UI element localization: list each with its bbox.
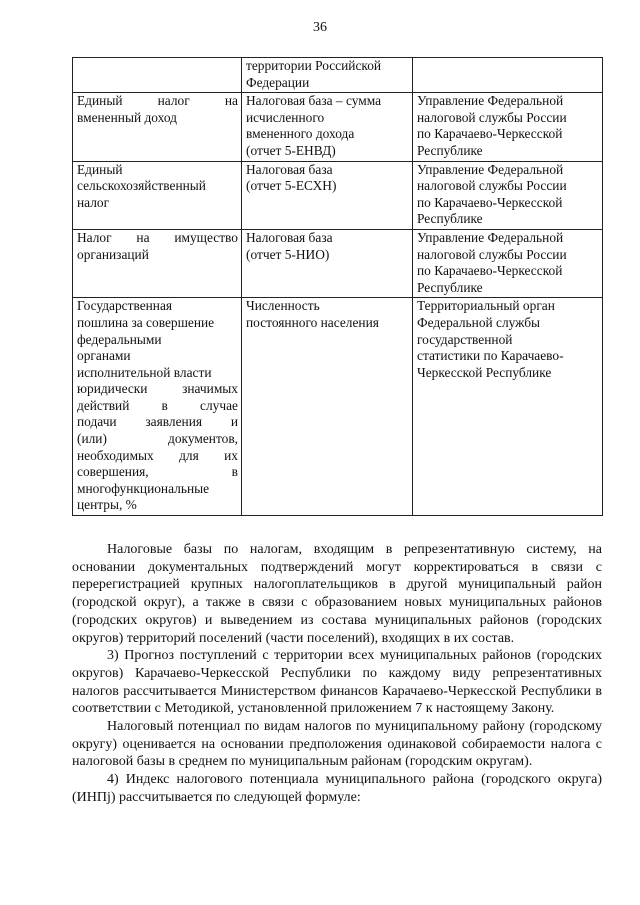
cell-text-line: сельскохозяйственный [77, 178, 206, 194]
cell-text-line: (отчет 5-ЕСХН) [246, 178, 337, 194]
cell-text-line: налоговой службы России [417, 178, 567, 194]
cell-text-line: исчисленного [246, 109, 325, 125]
cell-text-line: вмененного дохода [246, 126, 355, 142]
body-text [72, 541, 602, 807]
table-row [73, 58, 603, 93]
paragraph: Налоговый потенциал по видам налогов по муниципальному району (городскому округу) оценивается на основании предположения одинаковой собираемости налога с налоговой базы в среднем по муниципальным районам (городским округам). [72, 719, 602, 770]
cell-text-line: федеральными [77, 331, 162, 347]
tax-name-cell [73, 298, 242, 516]
tax-name-cell [73, 58, 242, 93]
cell-text-line: исполнительной власти [77, 364, 212, 380]
cell-text-line: вмененный доход [77, 109, 177, 125]
cell-text-line: статистики по Карачаево- [417, 348, 564, 364]
cell-text-line: Государственная [77, 298, 173, 314]
page-number: 36 [313, 20, 327, 35]
cell-text-line: совершения, в [77, 464, 238, 480]
cell-text-line: Единый налог на [77, 93, 238, 109]
tax-base-table [72, 57, 603, 516]
cell-text-line: Налоговая база – сумма [246, 93, 382, 109]
cell-text-line: Управление Федеральной [417, 93, 564, 109]
cell-text-line: Управление Федеральной [417, 229, 564, 245]
cell-text-line: Территориальный орган [417, 298, 555, 314]
cell-text-line: налог [77, 194, 110, 210]
cell-text-line: действий в случае [77, 397, 238, 413]
paragraph: 4) Индекс налогового потенциала муниципального района (городского округа) (ИНПj) рассчитывается по следующей формуле: [72, 772, 602, 805]
cell-text-line: Черкесской Республике [417, 364, 552, 380]
cell-text-line: организаций [77, 246, 149, 262]
cell-text-line: многофункциональные [77, 480, 210, 496]
cell-text-line: Республике [417, 211, 483, 227]
cell-text-line: территории Российской [246, 58, 382, 73]
table-row [73, 229, 603, 297]
data-source-cell [413, 298, 603, 516]
cell-text-line: (отчет 5-НИО) [246, 246, 330, 262]
cell-text-line: государственной [417, 331, 513, 347]
cell-text-line: Налоговая база [246, 229, 333, 245]
table-row [73, 161, 603, 229]
cell-text-line: юридически значимых [77, 381, 238, 397]
paragraph: Налоговые базы по налогам, входящим в репрезентативную систему, на основании документальных подтверждений могут корректироваться в связи с перерегистрацией крупных налогоплательщиков в другой муниципальный район (городской округ), а также в связи с образованием новых муниципальных районов (городских округов) и выведением из состава муниципальных районов (городских округов) территорий поселений (части поселений), входящих в их состав. [72, 542, 602, 646]
cell-text-line: Федерации [246, 74, 310, 90]
cell-text-line: налоговой службы России [417, 109, 567, 125]
data-source-cell [413, 93, 603, 161]
table-row [73, 298, 603, 516]
cell-text-line: подачи заявления и [77, 414, 238, 430]
cell-text-line: Федеральной службы [417, 314, 541, 330]
cell-text-line: по Карачаево-Черкесской [417, 126, 563, 142]
cell-text-line: пошлина за совершение [77, 314, 215, 330]
cell-text-line: необходимых для их [77, 447, 238, 463]
cell-text-line: по Карачаево-Черкесской [417, 263, 563, 279]
data-source-cell [413, 229, 603, 297]
cell-text-line: налоговой службы России [417, 246, 567, 262]
cell-text-line: Республике [417, 142, 483, 158]
tax-name-cell [73, 229, 242, 297]
cell-text-line: Налоговая база [246, 161, 333, 177]
tax-name-cell [73, 93, 242, 161]
cell-text-line: Управление Федеральной [417, 161, 564, 177]
cell-text-line: органами [77, 348, 131, 364]
cell-text-line: Республике [417, 279, 483, 295]
paragraph: 3) Прогноз поступлений с территории всех муниципальных районов (городских округов) Карачаево-Черкесской Республики по каждому виду репрезентативных налогов рассчитывается Министерством финансов Карачаево-Черкесской Республики в соответствии с Методикой, установленной приложением 7 к настоящему Закону. [72, 648, 602, 717]
cell-text-line: центры, % [77, 497, 137, 513]
tax-base-cell [242, 229, 413, 297]
tax-base-cell [242, 58, 413, 93]
tax-base-cell [242, 161, 413, 229]
cell-text-line: Налог на имущество [77, 229, 238, 245]
cell-text-line: Единый [77, 161, 123, 177]
data-source-cell [413, 161, 603, 229]
tax-base-cell [242, 93, 413, 161]
tax-name-cell [73, 161, 242, 229]
tax-base-cell [242, 298, 413, 516]
data-source-cell [413, 58, 603, 93]
cell-text-line: (или) документов, [77, 431, 238, 447]
cell-text-line: постоянного населения [246, 314, 379, 330]
table-row [73, 93, 603, 161]
cell-text-line: по Карачаево-Черкесской [417, 194, 563, 210]
cell-text-line: (отчет 5-ЕНВД) [246, 142, 336, 158]
cell-text-line: Численность [246, 298, 320, 314]
